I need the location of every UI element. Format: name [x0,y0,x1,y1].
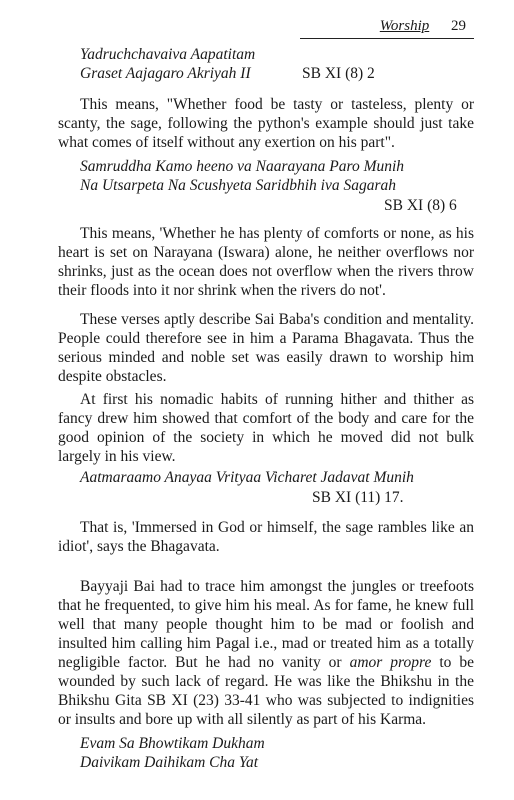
verse-line: Graset Aajagaro Akriyah II [80,65,251,82]
verse-reference: SB XI (8) 6 [384,197,457,214]
paragraph-text: That is, 'Immersed in God or himself, the sage rambles like an idiot', says the Bhagavata. [58,519,474,555]
header-rule [300,38,474,39]
paragraph-text: to be wounded by such lack of regard. He was like the Bhikshu in the Bhikshu Gita SB XI (23) 33-41 who was subjected to indignities or insults and bore up with all silently as part of his Karma. [58,654,474,728]
italic-phrase: amor propre [349,654,432,671]
paragraph [58,390,474,466]
page-number: 29 [451,18,466,34]
section-title: Worship [379,18,430,34]
verse-reference: SB XI (8) 2 [302,65,375,82]
paragraph-text: These verses aptly describe Sai Baba's condition and mentality. People could therefore see in him a Parama Bhagavata. Thus the serious minded and noble set was easily drawn to worship him despite obstacles. [58,311,474,385]
verse-line: Daivikam Daihikam Cha Yat [80,754,259,771]
verse-line: Aatmaraamo Anayaa Vrityaa Vicharet Jadavat Munih [80,469,414,486]
paragraph-text: This means, "Whether food be tasty or tasteless, plenty or scanty, the sage, following the python's example should just take what comes of itself without any exertion on his part". [58,96,474,151]
paragraph [58,310,474,386]
paragraph-text: Bayyaji Bai had to trace him amongst the jungles or treefoots that he frequented, to give him his meal. As for fame, he knew full well that many people thought him to be mad or foolish and insulted him calling him Pagal i.e., mad or treated him as a totally negligible factor. But he had no vanity or [58,578,474,671]
verse-line: Evam Sa Bhowtikam Dukham [80,735,265,752]
paragraph [58,577,474,729]
paragraph-text: At first his nomadic habits of running hither and thither as fancy drew him showed that comfort of the body and care for the good opinion of the society in which he moved did not bulk largely in his view. [58,391,474,465]
paragraph [58,95,474,152]
running-header [380,18,466,35]
verse-line: Na Utsarpeta Na Scushyeta Saridbhih iva Sagarah [80,177,397,194]
verse-line: Yadruchchavaiva Aapatitam [80,46,256,63]
verse-reference: SB XI (11) 17. [312,489,404,506]
paragraph [58,518,474,556]
verse-line: Samruddha Kamo heeno va Naarayana Paro Munih [80,158,405,175]
paragraph-text: This means, 'Whether he has plenty of comforts or none, as his heart is set on Narayana (Iswara) alone, he neither overflows nor shrinks, just as the ocean does not overflow when the rivers throw their floods into it nor shrink when the rivers do not'. [58,225,474,299]
paragraph [58,224,474,300]
